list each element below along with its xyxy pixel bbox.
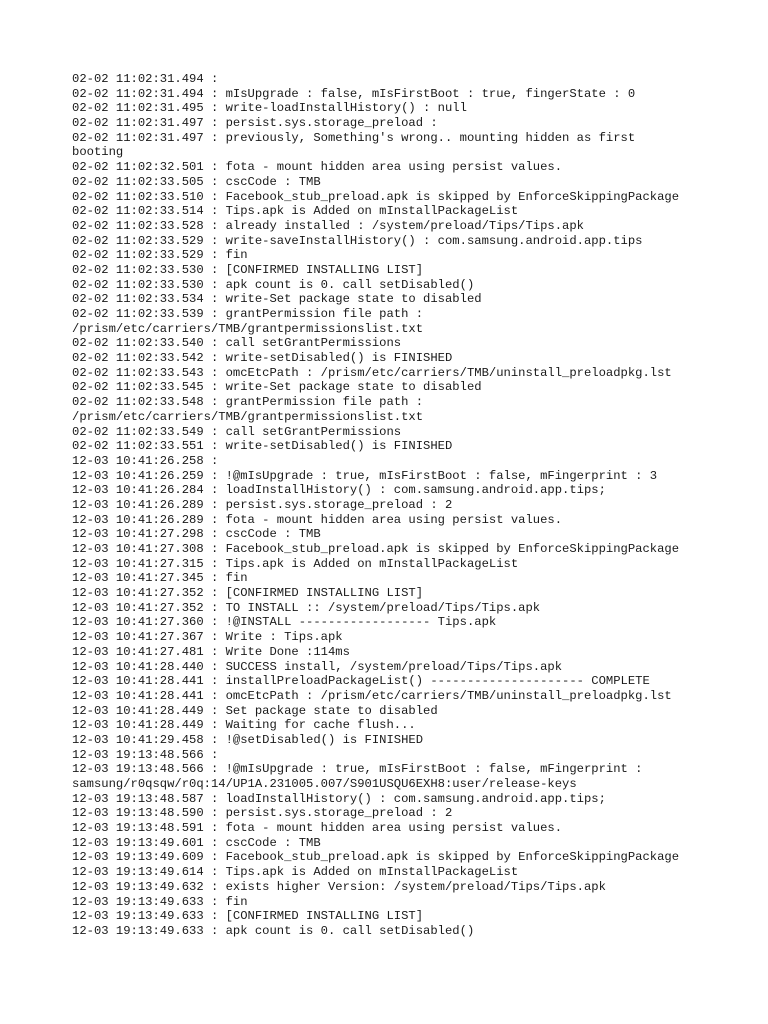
log-line: 12-03 10:41:27.352 : [CONFIRMED INSTALLING LIST]	[72, 586, 424, 601]
log-line: 12-03 10:41:26.258 :	[72, 453, 219, 468]
log-line: 02-02 11:02:33.529 : write-saveInstallHistory() : com.samsung.android.app.tips	[72, 233, 643, 248]
log-line: 12-03 10:41:27.308 : Facebook_stub_preload.apk is skipped by EnforceSkippingPackage	[72, 542, 680, 556]
log-line: 02-02 11:02:33.542 : write-setDisabled() is FINISHED	[72, 351, 453, 366]
log-line: 12-03 19:13:48.587 : loadInstallHistory() : com.samsung.android.app.tips;	[72, 791, 606, 806]
log-line: 12-03 10:41:27.481 : Write Done :114ms	[72, 644, 350, 659]
log-line: 12-03 10:41:26.259 : !@mIsUpgrade : true, mIsFirstBoot : false, mFingerprint : 3	[72, 468, 658, 483]
log-line: booting	[72, 145, 124, 160]
log-line: 12-03 19:13:49.632 : exists higher Version: /system/preload/Tips/Tips.apk	[72, 879, 606, 894]
log-line: samsung/r0qsqw/r0q:14/UP1A.231005.007/S901USQU6EXH8:user/release-keys	[72, 777, 577, 791]
log-line: 12-03 10:41:28.440 : SUCCESS install, /system/preload/Tips/Tips.apk	[72, 659, 563, 674]
log-line: 12-03 19:13:49.633 : fin	[72, 894, 248, 909]
log-line: 02-02 11:02:33.548 : grantPermission file path :	[72, 395, 424, 410]
log-line: 02-02 11:02:33.529 : fin	[72, 248, 248, 263]
log-line: 12-03 10:41:26.289 : persist.sys.storage_preload : 2	[72, 497, 453, 512]
log-line: 12-03 10:41:27.360 : !@INSTALL ------------------ Tips.apk	[72, 615, 497, 630]
log-line: 02-02 11:02:31.497 : persist.sys.storage_preload :	[72, 116, 438, 131]
log-line: 02-02 11:02:31.497 : previously, Something's wrong.. mounting hidden as first	[72, 130, 636, 145]
log-line: 02-02 11:02:33.530 : [CONFIRMED INSTALLING LIST]	[72, 262, 424, 277]
log-line: 12-03 10:41:28.441 : installPreloadPackageList() --------------------- COMPLETE	[72, 674, 650, 689]
log-line: 12-03 10:41:26.284 : loadInstallHistory() : com.samsung.android.app.tips;	[72, 483, 606, 498]
log-line: 02-02 11:02:33.510 : Facebook_stub_preload.apk is skipped by EnforceSkippingPackage	[72, 189, 680, 204]
log-line: 02-02 11:02:33.545 : write-Set package state to disabled	[72, 380, 482, 395]
log-line: 12-03 10:41:28.449 : Set package state to disabled	[72, 703, 438, 718]
log-line: 12-03 19:13:49.633 : [CONFIRMED INSTALLING LIST]	[72, 909, 424, 924]
log-line: 12-03 10:41:27.298 : cscCode : TMB	[72, 527, 321, 542]
log-line: /prism/etc/carriers/TMB/grantpermissionslist.txt	[72, 409, 424, 424]
log-line: 02-02 11:02:31.495 : write-loadInstallHistory() : null	[72, 101, 467, 116]
log-line: 02-02 11:02:33.539 : grantPermission file path :	[72, 307, 424, 321]
log-line: 12-03 19:13:48.566 :	[72, 747, 219, 762]
log-line: 02-02 11:02:31.494 :	[72, 72, 219, 86]
log-line: 12-03 10:41:27.345 : fin	[72, 571, 248, 586]
log-line: 12-03 10:41:27.352 : TO INSTALL :: /system/preload/Tips/Tips.apk	[72, 600, 541, 615]
log-line: 02-02 11:02:31.494 : mIsUpgrade : false, mIsFirstBoot : true, fingerState : 0	[72, 86, 636, 101]
log-line: /prism/etc/carriers/TMB/grantpermissionslist.txt	[72, 321, 424, 336]
log-line: 12-03 19:13:49.614 : Tips.apk is Added on mInstallPackageList	[72, 865, 519, 880]
log-document	[72, 72, 732, 939]
log-line: 12-03 10:41:26.289 : fota - mount hidden area using persist values.	[72, 512, 563, 527]
log-line: 02-02 11:02:32.501 : fota - mount hidden area using persist values.	[72, 160, 563, 175]
log-line: 12-03 19:13:48.590 : persist.sys.storage_preload : 2	[72, 806, 453, 821]
log-line: 12-03 19:13:49.609 : Facebook_stub_preload.apk is skipped by EnforceSkippingPackage	[72, 850, 680, 865]
log-line: 02-02 11:02:33.505 : cscCode : TMB	[72, 174, 321, 189]
log-line: 12-03 10:41:29.458 : !@setDisabled() is FINISHED	[72, 732, 424, 747]
log-line: 12-03 19:13:49.633 : apk count is 0. call setDisabled()	[72, 923, 475, 938]
log-line: 02-02 11:02:33.514 : Tips.apk is Added on mInstallPackageList	[72, 204, 519, 219]
log-line: 02-02 11:02:33.528 : already installed : /system/preload/Tips/Tips.apk	[72, 218, 584, 233]
log-line: 02-02 11:02:33.551 : write-setDisabled() is FINISHED	[72, 439, 453, 454]
log-line: 02-02 11:02:33.543 : omcEtcPath : /prism/etc/carriers/TMB/uninstall_preloadpkg.lst	[72, 365, 672, 380]
log-line: 12-03 10:41:28.449 : Waiting for cache flush...	[72, 718, 416, 733]
log-line: 02-02 11:02:33.549 : call setGrantPermissions	[72, 424, 402, 439]
log-line: 12-03 19:13:48.591 : fota - mount hidden area using persist values.	[72, 821, 563, 836]
log-line: 12-03 19:13:48.566 : !@mIsUpgrade : true, mIsFirstBoot : false, mFingerprint :	[72, 762, 643, 777]
log-line: 12-03 10:41:27.367 : Write : Tips.apk	[72, 630, 343, 645]
log-line: 12-03 19:13:49.601 : cscCode : TMB	[72, 835, 321, 850]
log-line: 12-03 10:41:28.441 : omcEtcPath : /prism/etc/carriers/TMB/uninstall_preloadpkg.lst	[72, 688, 672, 703]
log-line: 02-02 11:02:33.540 : call setGrantPermissions	[72, 336, 402, 351]
log-line: 12-03 10:41:27.315 : Tips.apk is Added on mInstallPackageList	[72, 556, 519, 571]
log-line: 02-02 11:02:33.530 : apk count is 0. call setDisabled()	[72, 277, 475, 292]
log-line: 02-02 11:02:33.534 : write-Set package state to disabled	[72, 292, 482, 307]
